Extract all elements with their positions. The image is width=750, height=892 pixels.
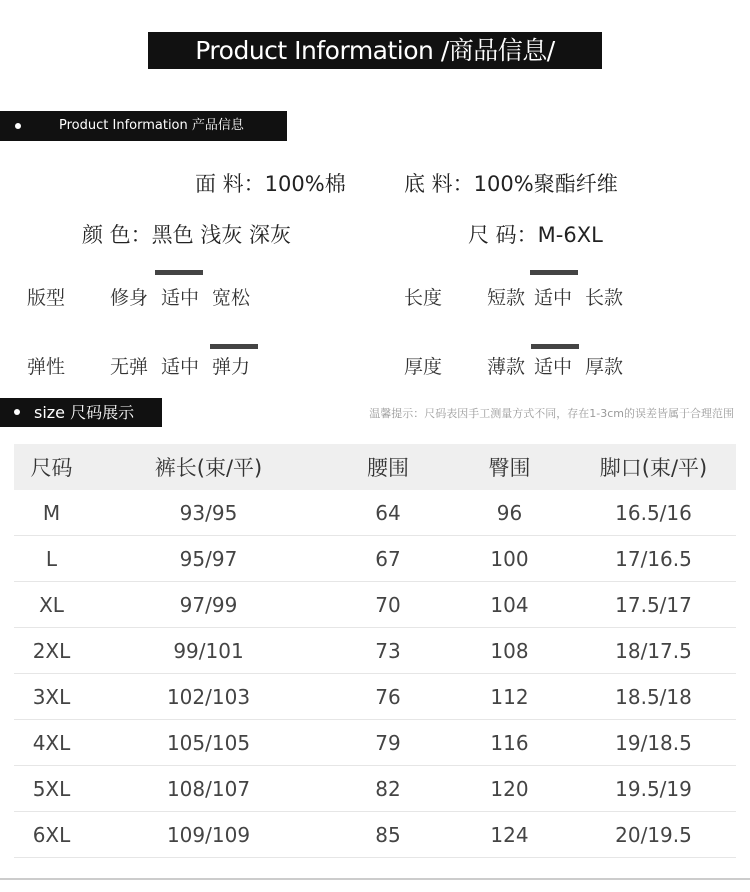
size-cell: 4XL <box>14 720 89 766</box>
hem-cell: 17/16.5 <box>571 536 736 582</box>
thickness-option: 薄款 <box>487 356 526 378</box>
measurement-note: 温馨提示：尺码表因手工测量方式不同，存在1-3cm的误差皆属于合理范围 <box>369 407 734 420</box>
thickness-selected-marker <box>531 344 579 349</box>
size-table <box>14 444 736 858</box>
hem-cell: 19.5/19 <box>571 766 736 812</box>
hip-cell: 120 <box>448 766 571 812</box>
length-cell: 102/103 <box>89 674 328 720</box>
elasticity-selected-marker <box>210 344 258 349</box>
column-header: 腰围 <box>328 444 448 490</box>
waist-cell: 64 <box>328 490 448 536</box>
length-label: 长度 <box>404 287 443 309</box>
table-row <box>14 536 736 582</box>
column-header: 脚口(束/平) <box>571 444 736 490</box>
table-row <box>14 674 736 720</box>
thickness-label: 厚度 <box>404 356 443 378</box>
length-option: 短款 <box>487 287 526 309</box>
waist-cell: 76 <box>328 674 448 720</box>
thickness-option-selected: 适中 <box>534 356 573 378</box>
table-row <box>14 812 736 858</box>
length-selected-marker <box>530 270 578 275</box>
bullet-icon <box>15 123 21 129</box>
page-title-banner <box>148 32 602 69</box>
elasticity-option: 无弹 <box>110 356 149 378</box>
length-option: 长款 <box>585 287 624 309</box>
lining-spec: 底 料：100%聚酯纤维 <box>404 172 618 196</box>
thickness-option: 厚款 <box>585 356 624 378</box>
length-cell: 99/101 <box>89 628 328 674</box>
length-cell: 109/109 <box>89 812 328 858</box>
hem-cell: 18.5/18 <box>571 674 736 720</box>
fit-label: 版型 <box>27 287 66 309</box>
table-row <box>14 720 736 766</box>
fit-selected-marker <box>155 270 203 275</box>
hip-cell: 124 <box>448 812 571 858</box>
size-cell: M <box>14 490 89 536</box>
fit-option-selected: 适中 <box>161 287 200 309</box>
hem-cell: 20/19.5 <box>571 812 736 858</box>
size-cell: 6XL <box>14 812 89 858</box>
product-info-section-header <box>0 111 287 141</box>
bullet-icon <box>14 409 20 415</box>
waist-cell: 73 <box>328 628 448 674</box>
hip-cell: 116 <box>448 720 571 766</box>
size-range-spec: 尺 码：M-6XL <box>468 223 603 247</box>
bottom-divider <box>0 878 750 880</box>
page-title: Product Information /商品信息/ <box>195 36 555 65</box>
column-header: 尺码 <box>14 444 89 490</box>
table-row <box>14 628 736 674</box>
length-cell: 97/99 <box>89 582 328 628</box>
hip-cell: 104 <box>448 582 571 628</box>
length-cell: 108/107 <box>89 766 328 812</box>
table-header-row <box>14 444 736 490</box>
length-cell: 95/97 <box>89 536 328 582</box>
size-cell: L <box>14 536 89 582</box>
hem-cell: 16.5/16 <box>571 490 736 536</box>
waist-cell: 82 <box>328 766 448 812</box>
color-spec: 颜 色：黑色 浅灰 深灰 <box>82 223 292 247</box>
size-section-header <box>0 398 162 427</box>
fit-option: 修身 <box>110 287 149 309</box>
elasticity-label: 弹性 <box>27 356 66 378</box>
length-option-selected: 适中 <box>534 287 573 309</box>
waist-cell: 70 <box>328 582 448 628</box>
fabric-spec: 面 料：100%棉 <box>195 172 346 196</box>
hip-cell: 108 <box>448 628 571 674</box>
hip-cell: 96 <box>448 490 571 536</box>
waist-cell: 67 <box>328 536 448 582</box>
section-title: Product Information 产品信息 <box>59 118 244 133</box>
length-cell: 93/95 <box>89 490 328 536</box>
hip-cell: 112 <box>448 674 571 720</box>
length-cell: 105/105 <box>89 720 328 766</box>
elasticity-option: 适中 <box>161 356 200 378</box>
hem-cell: 19/18.5 <box>571 720 736 766</box>
hem-cell: 18/17.5 <box>571 628 736 674</box>
table-row <box>14 490 736 536</box>
table-row <box>14 582 736 628</box>
hip-cell: 100 <box>448 536 571 582</box>
elasticity-option-selected: 弹力 <box>212 356 251 378</box>
column-header: 裤长(束/平) <box>89 444 328 490</box>
section-title: size 尺码展示 <box>34 403 135 422</box>
fit-option: 宽松 <box>212 287 251 309</box>
size-cell: 3XL <box>14 674 89 720</box>
waist-cell: 85 <box>328 812 448 858</box>
column-header: 臀围 <box>448 444 571 490</box>
size-cell: 2XL <box>14 628 89 674</box>
size-cell: 5XL <box>14 766 89 812</box>
hem-cell: 17.5/17 <box>571 582 736 628</box>
table-row <box>14 766 736 812</box>
size-cell: XL <box>14 582 89 628</box>
waist-cell: 79 <box>328 720 448 766</box>
